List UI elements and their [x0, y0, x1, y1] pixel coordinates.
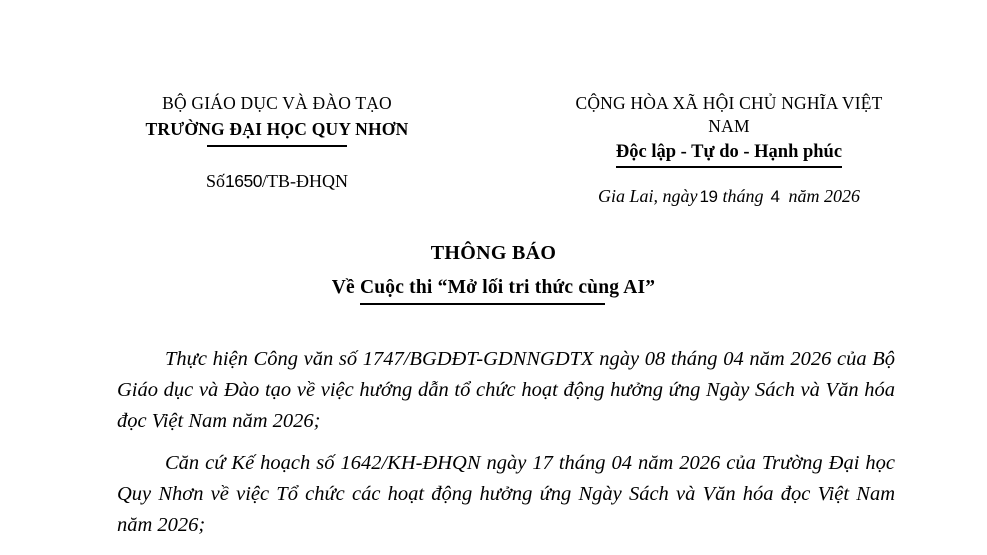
- doc-number-suffix: /TB-ĐHQN: [261, 171, 348, 191]
- ministry-name: BỘ GIÁO DỤC VÀ ĐÀO TẠO: [162, 93, 392, 113]
- body-paragraph-2: Căn cứ Kế hoạch số 1642/KH-ĐHQN ngày 17 tháng 04 năm 2026 của Trường Đại học Quy Nhơn về việc Tổ chức các hoạt động hưởng ứng Ngày Sách và Văn hóa đọc Việt Nam năm 2026;: [117, 452, 895, 536]
- date-month-text: tháng: [722, 186, 764, 206]
- date-month-value: 4: [770, 187, 780, 206]
- document-header: [104, 92, 897, 207]
- date-place-text: Gia Lai, ngày: [598, 186, 698, 206]
- document-title-block: [0, 240, 987, 305]
- doc-number-prefix: Số: [206, 171, 226, 191]
- university-name: TRƯỜNG ĐẠI HỌC QUY NHƠN: [145, 119, 409, 139]
- national-motto: Độc lập - Tự do - Hạnh phúc: [616, 141, 842, 168]
- country-name: CỘNG HÒA XÃ HỘI CHỦ NGHĨA VIỆT NAM: [575, 93, 883, 136]
- university-name-underline: [207, 145, 347, 147]
- place-date-line: [561, 186, 897, 207]
- subtitle-underline: [360, 303, 605, 305]
- doc-number-value: 1650: [225, 171, 262, 191]
- document-body: [117, 344, 895, 552]
- national-header-block: [561, 92, 897, 207]
- body-paragraph-1: Thực hiện Công văn số 1747/BGDĐT-GDNNGDTX ngày 08 tháng 04 năm 2026 của Bộ Giáo dục và Đào tạo về việc hướng dẫn tổ chức hoạt động hưởng ứng Ngày Sách và Văn hóa đọc Việt Nam năm 2026;: [117, 348, 895, 432]
- date-year-text: năm 2026: [788, 186, 860, 206]
- document-number: [104, 171, 450, 192]
- document-subtitle: Về Cuộc thi “Mở lối tri thức cùng AI”: [331, 277, 656, 298]
- issuing-org-block: [104, 92, 450, 207]
- document-title: THÔNG BÁO: [430, 242, 557, 264]
- date-day-value: 19: [699, 187, 718, 206]
